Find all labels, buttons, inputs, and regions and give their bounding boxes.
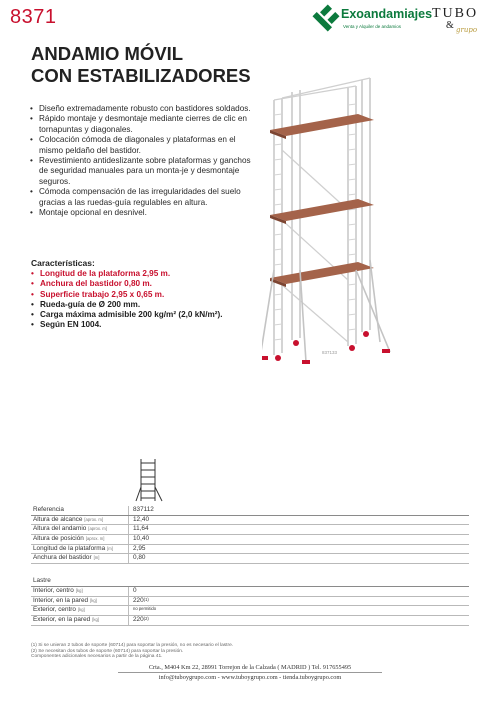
spec-row-reference <box>31 506 469 516</box>
spec-row <box>31 525 469 535</box>
ballast-title-row <box>31 576 469 587</box>
ballast-label: Exterior, centro [kg] <box>33 606 85 614</box>
ballast-label: Interior, en la pared [kg] <box>33 596 97 604</box>
ballast-row <box>31 597 469 607</box>
spec-value: 12,40 <box>133 515 149 523</box>
spec-value: 0,80 <box>133 554 146 562</box>
spec-row <box>31 516 469 526</box>
spec-value: 2,95 <box>133 544 146 552</box>
feature-item: • Colocación cómoda de diagonales y plataformas en el mismo peldaño del bastidor. <box>30 135 260 156</box>
tubo-logo-amp: & <box>446 20 454 31</box>
characteristic-item: • Rueda-guía de Ø 200 mm. <box>31 300 231 310</box>
page-title <box>31 43 251 87</box>
ballast-title: Lastre <box>33 577 51 584</box>
footer-address: Crta., M404 Km 22, 28991 Torrejon de la Calzada ( MADRID ) Tel. 917655495 <box>148 664 352 671</box>
spec-label: Anchura del bastidor [m] <box>33 554 100 562</box>
spec-label: Altura de posición [aprox. m] <box>33 535 105 543</box>
feature-item: • Montaje opcional en desnivel. <box>30 208 260 218</box>
feature-item: • Rápido montaje y desmontaje mediante cierres de clic en tornapuntas y diagonales. <box>30 114 260 135</box>
feature-item: • Cómoda compensación de las irregularidades del suelo gracias a las ruedas-guía regulables en altura. <box>30 187 260 208</box>
spec-table <box>31 506 469 564</box>
feature-item: • Diseño extremadamente robusto con bastidores soldados. <box>30 104 260 114</box>
title-line-2: CON ESTABILIZADORES <box>31 65 251 86</box>
scaffold-illustration <box>262 70 402 370</box>
ballast-value: 0 <box>133 587 137 594</box>
spec-row <box>31 554 469 564</box>
features-list <box>30 104 260 218</box>
ballast-value: no permitido <box>133 606 157 612</box>
characteristics-list <box>31 269 231 331</box>
exoandamiajes-logo <box>312 4 440 34</box>
ballast-row <box>31 587 469 597</box>
title-line-1: ANDAMIO MÓVIL <box>31 43 184 64</box>
feature-item: • Revestimiento antideslizante sobre plataformas y ganchos de seguridad manuales para un monta-je y desmontaje seguros. <box>30 156 260 187</box>
ballast-value: 220$^{(2)}$ <box>133 616 149 624</box>
exoandamiajes-logo-icon <box>312 4 340 32</box>
characteristics-title: Características: <box>31 258 95 268</box>
footer-divider <box>118 672 382 673</box>
spec-value: 837112 <box>133 506 154 513</box>
tubo-logo-sub: grupo <box>456 26 478 34</box>
image-reference-label: 837133 <box>322 350 338 355</box>
characteristic-item: • Longitud de la plataforma 2,95 m. <box>31 269 231 279</box>
spec-row <box>31 545 469 555</box>
product-code: 8371 <box>10 6 57 28</box>
footnotes <box>31 643 233 660</box>
footer-web-links[interactable]: info@tuboygrupo.com - www.tuboygrupo.com - tienda.tuboygrupo.com <box>158 674 342 681</box>
tubo-grupo-logo <box>432 4 492 38</box>
ballast-label: Exterior, en la pared [kg] <box>33 616 99 624</box>
spec-value: 11,64 <box>133 525 149 533</box>
spec-row <box>31 535 469 545</box>
spec-label: Longitud de la plataforma [m] <box>33 544 113 552</box>
ballast-value: 220$^{(1)}$ <box>133 596 149 604</box>
logo-subtitle: Venta y Alquiler de andamios <box>343 24 402 29</box>
ballast-row <box>31 606 469 616</box>
ballast-label: Interior, centro [kg] <box>33 587 83 594</box>
characteristic-item: • Anchura del bastidor 0,80 m. <box>31 279 231 289</box>
spec-label: Altura de alcance [aprox. m] <box>33 515 104 523</box>
mini-scaffold-icon <box>135 457 165 502</box>
footnote: (2) Se necesitan dos tubos de soporte (60714) para soportar la presión. <box>31 648 184 654</box>
tubo-logo-main: TUBO <box>432 6 479 21</box>
footnote: (1) Si se unieran 2 tubos de soporte (60714) para soportar la presión, no es necesario el lastre. <box>31 643 234 648</box>
ballast-table <box>31 576 469 626</box>
characteristic-item: • Superficie trabajo 2,95 x 0,65 m. <box>31 290 231 300</box>
logo-name: Exoandamiajes <box>341 7 433 21</box>
characteristic-item: • Según EN 1004. <box>31 320 231 330</box>
ballast-row <box>31 616 469 626</box>
spec-label: Altura del andamio [aprox. m] <box>33 525 107 533</box>
characteristic-item: • Carga máxima admisible 200 kg/m² (2,0 kN/m²). <box>31 310 231 320</box>
spec-label: Referencia <box>33 506 64 513</box>
spec-value: 10,40 <box>133 535 149 543</box>
footnote: Componentes adicionales necesarios a partir de la página 41. <box>31 654 163 660</box>
